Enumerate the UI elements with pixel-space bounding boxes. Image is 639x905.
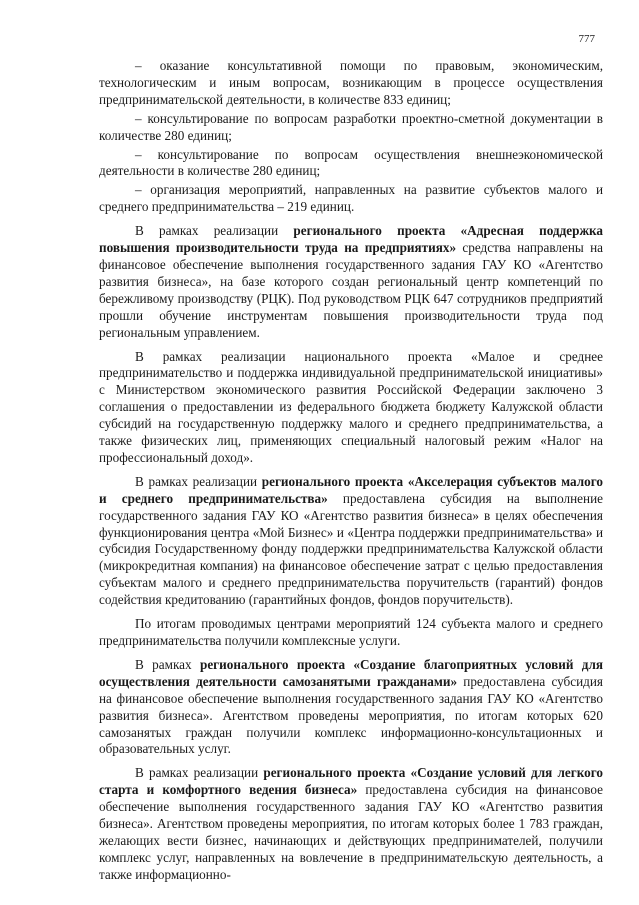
project-name: регионального проекта «Создание условий для легкого старта и комфортного ведения бизнеса» (99, 765, 603, 798)
bullet-legal-consulting: – оказание консультативной помощи по правовым, экономическим, технологическим и иным вопросам, возникающим в процессе осуществления предпринимательской деятельности, в количестве 833 единиц; (99, 58, 603, 107)
document-body (99, 58, 603, 891)
bullet-estimate-documentation: – консультирование по вопросам разработки проектно-сметной документации в количестве 280 единиц; (99, 110, 603, 143)
bullet-events: – организация мероприятий, направленных на развитие субъектов малого и среднего предпринимательства – 219 единиц. (99, 182, 603, 215)
bullet-foreign-trade: – консультирование по вопросам осуществления внешнеэкономической деятельности в количестве 280 единиц; (99, 146, 603, 179)
project-name: регионального проекта «Создание благоприятных условий для осуществления деятельности самозанятыми гражданами» (99, 656, 603, 689)
paragraph-acceleration-project: В рамках реализации регионального проекта «Акселерация субъектов малого и среднего предпринимательства» предоставлена субсидия на выполнение государственного задания ГАУ КО «Агентство развития бизнеса» в целях обеспечения функционирования центра «Мой Бизнес» и «Центра поддержки предпринимательства» и субсидия Государственному фонду поддержки предпринимательства Калужской области (микрокредитная компания) на финансовое обеспечение затрат с целью предоставления субъектам малого и среднего предпринимательства поручительств (гарантий) фондов содействия кредитованию (гарантийных фондов, фондов поручительств). (99, 473, 603, 608)
paragraph-productivity-project: В рамках реализации регионального проекта «Адресная поддержка повышения производительности труда на предприятиях» средства направлены на финансовое обеспечение выполнения государственного задания ГАУ КО «Агентство развития бизнеса», на базе которого создан региональный центр компетенций по бережливому производству (РЦК). Под руководством РЦК 647 сотрудников предприятий прошли обучение инструментам повышения производительности труда под региональным управлением. (99, 223, 603, 340)
paragraph-national-project: В рамках реализации национального проекта «Малое и среднее предпринимательство и поддержка индивидуальной предпринимательской инициативы» с Министерством экономического развития Российской Федерации заключено 3 соглашения о предоставлении из федерального бюджета бюджету Калужской области субсидий на государственную поддержку малого и среднего предпринимательства, а также физических лиц, применяющих специальный налоговый режим «Налог на профессиональный доход». (99, 348, 603, 465)
paragraph-easy-start-project: В рамках реализации регионального проекта «Создание условий для легкого старта и комфортного ведения бизнеса» предоставлена субсидия на финансовое обеспечение выполнения государственного задания ГАУ КО «Агентство развития бизнеса». Агентством проведены мероприятия, по итогам которых более 1 783 граждан, желающих вести бизнес, начинающих и действующих предпринимателей, получили комплекс услуг, направленных на вовлечение в предпринимательскую деятельность, а также информационно- (99, 765, 603, 882)
project-name: регионального проекта «Акселерация субъектов малого и среднего предпринимательства» (99, 473, 603, 506)
paragraph-self-employed-project: В рамках регионального проекта «Создание благоприятных условий для осуществления деятельности самозанятыми гражданами» предоставлена субсидия на финансовое обеспечение выполнения государственного задания ГАУ КО «Агентство развития бизнеса». Агентством проведены мероприятия, по итогам которых 620 самозанятых граждан получили комплекс информационно-консультационных и образовательных услуг. (99, 656, 603, 757)
paragraph-complex-services: По итогам проводимых центрами мероприятий 124 субъекта малого и среднего предпринимательства получили комплексные услуги. (99, 616, 603, 648)
page-number: 777 (578, 33, 595, 45)
project-name: регионального проекта «Адресная поддержка повышения производительности труда на предприятиях» (99, 223, 603, 256)
